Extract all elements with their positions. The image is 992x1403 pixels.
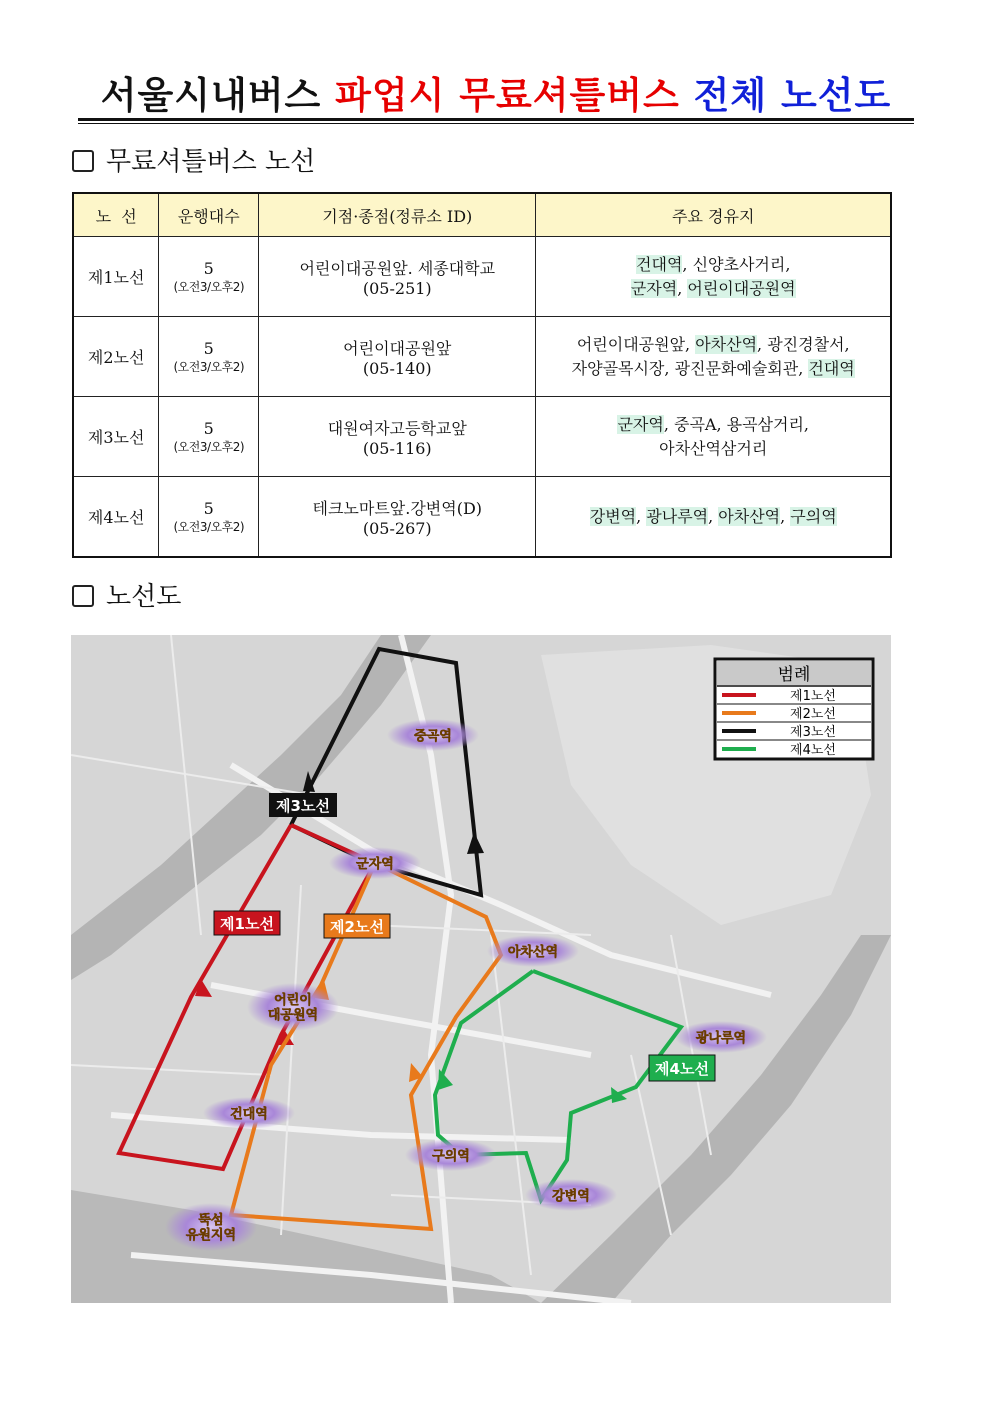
via-station-highlighted: 군자역 <box>630 278 678 298</box>
table-header-row <box>73 193 891 237</box>
via-stop-text: , <box>780 506 791 526</box>
route-4-badge <box>649 1055 715 1081</box>
vehicle-count: 5 <box>203 418 214 438</box>
vehicle-count-cell <box>159 477 259 558</box>
start-end-stop-cell <box>259 477 536 558</box>
main-stops-cell <box>536 317 891 397</box>
checkbox-square-icon <box>72 585 94 607</box>
station-label: 뚝섬 유원지역 <box>185 1213 237 1243</box>
shuttle-route-table <box>72 192 892 558</box>
station-label: 중곡역 <box>414 729 452 744</box>
route-3-badge-label: 제3노선 <box>276 797 330 815</box>
vehicle-count: 5 <box>203 498 214 518</box>
via-stop-text: , 중곡A, 용곡삼거리, <box>663 414 809 434</box>
station-marker <box>247 983 339 1031</box>
stop-id: (05-140) <box>362 358 432 378</box>
station-marker <box>675 1021 767 1053</box>
station-marker <box>405 1139 497 1171</box>
stop-name: 어린이대공원앞 <box>343 338 452 358</box>
route-map <box>71 635 891 1303</box>
route-3-badge <box>269 793 337 817</box>
via-station-highlighted: 광나루역 <box>646 506 709 526</box>
shift-split: (오전3/오후2) <box>173 279 245 294</box>
via-stop-text: , <box>708 506 719 526</box>
station-marker <box>165 1203 257 1251</box>
shift-split: (오전3/오후2) <box>173 519 245 534</box>
checkbox-square-icon <box>72 150 94 172</box>
legend-title: 범례 <box>777 665 811 685</box>
header-vehicle-count: 운행대수 <box>159 193 259 237</box>
shift-split: (오전3/오후2) <box>173 439 245 454</box>
stop-name: 어린이대공원앞. 세종대학교 <box>299 258 496 278</box>
shift-split: (오전3/오후2) <box>173 359 245 374</box>
vehicle-count-cell <box>159 397 259 477</box>
start-end-stop-cell <box>259 237 536 317</box>
legend-item-route-1: 제1노선 <box>790 689 836 704</box>
title-part-seoul-bus: 서울시내버스 <box>100 74 322 117</box>
stop-name: 테크노마트앞.강변역(D) <box>312 498 483 518</box>
route-2-badge <box>324 914 390 938</box>
vehicle-count: 5 <box>203 258 214 278</box>
route-name-cell: 제3노선 <box>73 397 159 477</box>
via-station-highlighted: 어린이대공원역 <box>687 278 796 298</box>
title-part-route-map: 전체 노선도 <box>693 74 892 117</box>
station-marker <box>329 847 421 879</box>
via-stop-text: 아차산역삼거리 <box>659 438 768 458</box>
main-stops-cell <box>536 237 891 317</box>
via-station-highlighted: 건대역 <box>636 254 683 274</box>
via-station-highlighted: 아차산역 <box>695 334 758 354</box>
main-stops-cell <box>536 397 891 477</box>
vehicle-count-cell <box>159 237 259 317</box>
legend-item-route-2: 제2노선 <box>790 707 836 722</box>
legend-item-route-4: 제4노선 <box>790 743 836 758</box>
route-1-badge-label: 제1노선 <box>220 915 274 933</box>
vehicle-count-cell <box>159 317 259 397</box>
title-underline <box>78 118 914 121</box>
table-row <box>73 397 891 477</box>
section-heading-map <box>72 582 181 612</box>
via-stop-text: , <box>636 506 647 526</box>
via-station-highlighted: 강변역 <box>589 506 637 526</box>
route-2-badge-label: 제2노선 <box>330 918 384 936</box>
via-stop-text: , 신양초사거리, <box>682 254 791 274</box>
route-4-badge-label: 제4노선 <box>655 1060 709 1078</box>
route-name-cell: 제1노선 <box>73 237 159 317</box>
station-label: 아차산역 <box>507 945 559 960</box>
table-row <box>73 477 891 558</box>
vehicle-count: 5 <box>203 338 214 358</box>
header-main-stops: 주요 경유지 <box>536 193 891 237</box>
station-label: 구의역 <box>432 1149 470 1164</box>
station-label: 군자역 <box>356 857 394 872</box>
document-title <box>78 74 914 118</box>
via-station-highlighted: 구의역 <box>790 506 837 526</box>
station-marker <box>525 1179 617 1211</box>
station-label: 어린이 대공원역 <box>267 993 319 1023</box>
stop-id: (05-116) <box>362 438 432 458</box>
route-name-cell: 제2노선 <box>73 317 159 397</box>
via-station-highlighted: 군자역 <box>617 414 664 434</box>
map-legend <box>715 659 873 759</box>
table-row <box>73 237 891 317</box>
route-name-cell: 제4노선 <box>73 477 159 558</box>
section-heading-label: 노선도 <box>106 582 182 612</box>
station-label: 광나루역 <box>695 1031 747 1046</box>
section-heading-routes <box>72 147 315 177</box>
section-heading-label: 무료셔틀버스 노선 <box>106 147 316 177</box>
start-end-stop-cell <box>259 317 536 397</box>
title-part-free-shuttle: 파업시 무료셔틀버스 <box>335 74 680 117</box>
route-1-badge <box>214 911 280 935</box>
via-stop-text: , <box>677 278 688 298</box>
via-stop-text: , 광진경찰서, <box>757 334 850 354</box>
title-underline-thin <box>78 123 914 124</box>
table-row <box>73 317 891 397</box>
via-stop-text: 어린이대공원앞, <box>576 334 696 354</box>
station-marker <box>203 1097 295 1129</box>
via-stop-text: 자양골목시장, 광진문화예술회관, <box>571 358 809 378</box>
stop-name: 대원여자고등학교앞 <box>327 418 467 438</box>
station-marker <box>387 719 479 751</box>
main-stops-cell <box>536 477 891 558</box>
stop-id: (05-251) <box>362 278 432 298</box>
legend-item-route-3: 제3노선 <box>790 725 836 740</box>
stop-id: (05-267) <box>362 518 432 538</box>
via-station-highlighted: 아차산역 <box>718 506 781 526</box>
via-station-highlighted: 건대역 <box>808 358 855 378</box>
header-start-end-stop: 기점·종점(정류소 ID) <box>259 193 536 237</box>
station-marker <box>487 935 579 967</box>
start-end-stop-cell <box>259 397 536 477</box>
header-route: 노 선 <box>73 193 159 237</box>
station-label: 강변역 <box>552 1189 590 1204</box>
station-label: 건대역 <box>230 1107 268 1122</box>
